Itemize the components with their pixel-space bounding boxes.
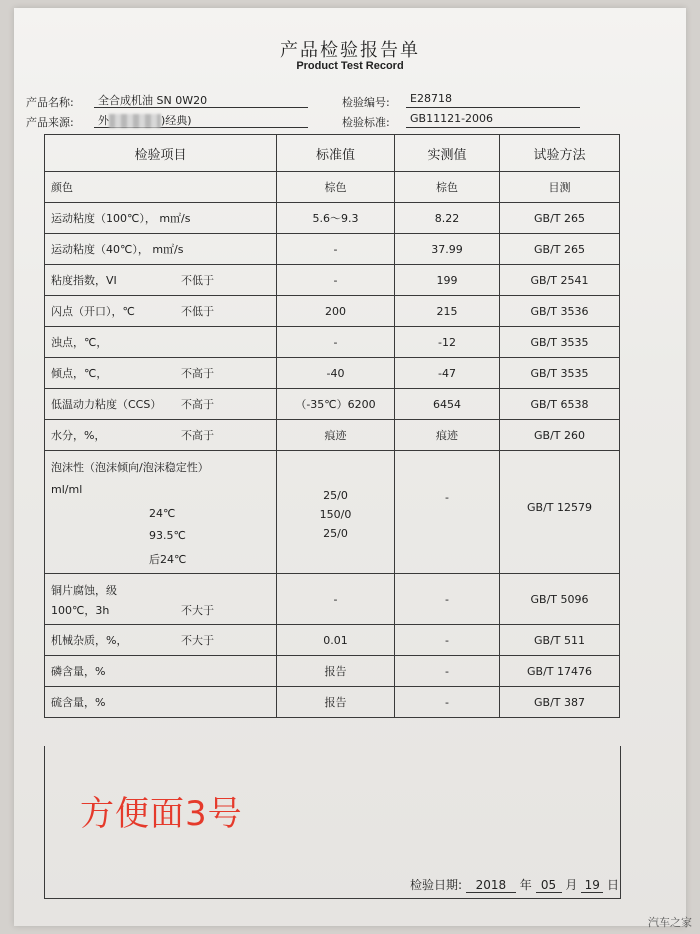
measured-value: 棕色 — [395, 172, 500, 203]
item-cell — [45, 389, 277, 420]
table-row — [45, 656, 620, 687]
test-method: 目测 — [500, 172, 620, 203]
test-result-table — [44, 134, 620, 718]
inspection-no-value: E28718 — [406, 92, 580, 108]
table-header-row — [45, 135, 620, 172]
foam-std-2: 150/0 — [319, 508, 352, 521]
test-method: GB/T 260 — [500, 420, 620, 451]
measured-value: - — [395, 656, 500, 687]
foam-method: GB/T 12579 — [527, 501, 592, 514]
report-title-cn: 产品检验报告单 — [280, 40, 420, 61]
test-method: GB/T 265 — [500, 203, 620, 234]
measured-value: 6454 — [395, 389, 500, 420]
foam-temp-3: 后24℃ — [149, 553, 187, 566]
date-year: 2018 — [466, 878, 516, 893]
item-cell — [45, 358, 277, 389]
foam-unit: ml/ml — [51, 483, 83, 496]
standard-value: - — [277, 234, 395, 265]
item-name: 倾点，℃， — [51, 367, 108, 380]
item-cell — [45, 327, 277, 358]
item-name: 运动粘度（100℃）， m㎡/s — [51, 212, 191, 225]
item-cell — [45, 296, 277, 327]
item-cell — [45, 420, 277, 451]
table-row-copper — [45, 574, 620, 625]
overlay-stamp-text: 方便面3号 — [80, 794, 243, 834]
item-cell — [45, 172, 277, 203]
product-name-label: 产品名称: — [26, 96, 74, 109]
item-name: 运动粘度（40℃）， m㎡/s — [51, 243, 184, 256]
item-condition: 不高于 — [181, 429, 214, 442]
measured-value: - — [395, 625, 500, 656]
item-name: 浊点，℃， — [51, 336, 108, 349]
product-name-value: 全合成机油 SN 0W20 — [94, 92, 308, 108]
date-month: 05 — [536, 878, 562, 893]
copper-item-line2: 100℃，3h — [51, 604, 110, 617]
item-cell — [45, 625, 277, 656]
date-year-unit: 年 — [519, 878, 532, 892]
foam-std-1: 25/0 — [323, 489, 348, 502]
table-row — [45, 234, 620, 265]
table-row — [45, 625, 620, 656]
report-title-en: Product Test Record — [296, 60, 404, 72]
copper-item-cell — [45, 574, 277, 625]
header-measured: 实测值 — [395, 135, 500, 172]
foam-method-cell — [500, 451, 620, 574]
standard-value: - — [277, 327, 395, 358]
product-source-prefix: 外 — [98, 114, 109, 127]
table-row-foam — [45, 451, 620, 574]
standard-value: 报告 — [277, 687, 395, 718]
date-day-unit: 日 — [607, 878, 620, 892]
header-method: 试验方法 — [500, 135, 620, 172]
standard-value: -40 — [277, 358, 395, 389]
inspection-no-label: 检验编号: — [342, 96, 390, 109]
standard-value: 报告 — [277, 656, 395, 687]
table-row — [45, 389, 620, 420]
test-method: GB/T 6538 — [500, 389, 620, 420]
foam-temp-2: 93.5℃ — [149, 529, 186, 542]
standard-value: 棕色 — [277, 172, 395, 203]
date-day: 19 — [581, 878, 603, 893]
table-row — [45, 358, 620, 389]
standard-value: 200 — [277, 296, 395, 327]
measured-value: 215 — [395, 296, 500, 327]
measured-value: 37.99 — [395, 234, 500, 265]
foam-measured: - — [445, 491, 449, 504]
test-method: GB/T 3536 — [500, 296, 620, 327]
copper-measured: - — [395, 574, 500, 625]
standard-value: （-35℃）6200 — [277, 389, 395, 420]
date-month-unit: 月 — [565, 878, 578, 892]
standard-value: 痕迹 — [277, 420, 395, 451]
foam-temp-1: 24℃ — [149, 507, 176, 520]
item-cell — [45, 265, 277, 296]
measured-value: 8.22 — [395, 203, 500, 234]
item-name: 低温动力粘度（CCS） — [51, 398, 162, 411]
foam-item-name: 泡沫性（泡沫倾向/泡沫稳定性） — [51, 461, 209, 474]
measured-value: 痕迹 — [395, 420, 500, 451]
measured-value: 199 — [395, 265, 500, 296]
site-watermark: 汽车之家 — [648, 916, 692, 929]
date-label: 检验日期: — [410, 878, 463, 892]
item-name: 磷含量，% — [51, 665, 106, 678]
item-condition: 不低于 — [181, 274, 214, 287]
test-method: GB/T 3535 — [500, 358, 620, 389]
item-name: 闪点（开口），℃ — [51, 305, 135, 318]
standard-value: - — [277, 265, 395, 296]
table-row — [45, 172, 620, 203]
table-row — [45, 203, 620, 234]
report-page — [14, 8, 686, 926]
item-name: 粘度指数，VI — [51, 274, 117, 287]
copper-method: GB/T 5096 — [500, 574, 620, 625]
item-cell — [45, 687, 277, 718]
header-item: 检验项目 — [45, 135, 277, 172]
copper-cond: 不大于 — [181, 604, 214, 617]
item-name: 硫含量，% — [51, 696, 106, 709]
foam-item-cell — [45, 451, 277, 574]
table-row — [45, 327, 620, 358]
item-cell — [45, 203, 277, 234]
test-method: GB/T 2541 — [500, 265, 620, 296]
item-name: 颜色 — [51, 181, 73, 194]
item-cell — [45, 234, 277, 265]
table-row — [45, 420, 620, 451]
foam-std-3: 25/0 — [323, 527, 348, 540]
inspection-date — [410, 876, 619, 893]
item-cell — [45, 656, 277, 687]
standard-value: 5.6～9.3 — [277, 203, 395, 234]
item-condition: 不低于 — [181, 305, 214, 318]
measured-value: - — [395, 687, 500, 718]
test-method: GB/T 3535 — [500, 327, 620, 358]
item-condition: 不大于 — [181, 634, 214, 647]
standard-value: 0.01 — [277, 625, 395, 656]
test-method: GB/T 17476 — [500, 656, 620, 687]
inspection-std-label: 检验标准: — [342, 116, 390, 129]
item-condition: 不高于 — [181, 398, 214, 411]
table-row — [45, 687, 620, 718]
item-name: 机械杂质，%， — [51, 634, 128, 647]
table-row — [45, 265, 620, 296]
item-name: 水分，%， — [51, 429, 106, 442]
test-method: GB/T 511 — [500, 625, 620, 656]
foam-std-cell — [277, 451, 395, 574]
redacted-blur — [109, 114, 161, 128]
product-source-value — [94, 112, 308, 128]
test-method: GB/T 387 — [500, 687, 620, 718]
copper-std: - — [277, 574, 395, 625]
table-row — [45, 296, 620, 327]
test-method: GB/T 265 — [500, 234, 620, 265]
inspection-std-value: GB11121-2006 — [406, 112, 580, 128]
product-source-label: 产品来源: — [26, 116, 74, 129]
header-standard: 标准值 — [277, 135, 395, 172]
measured-value: -12 — [395, 327, 500, 358]
measured-value: -47 — [395, 358, 500, 389]
foam-measured-cell — [395, 451, 500, 574]
product-source-suffix: )经典) — [161, 114, 192, 127]
item-condition: 不高于 — [181, 367, 214, 380]
copper-item-line1: 铜片腐蚀，级 — [51, 584, 117, 597]
